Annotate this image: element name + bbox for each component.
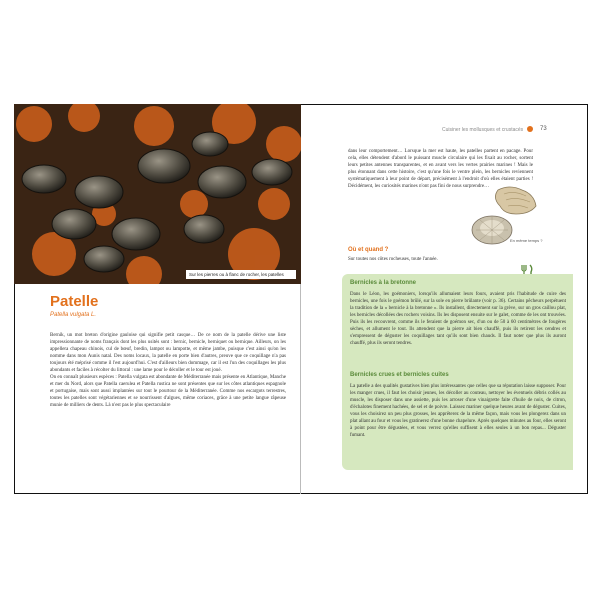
limpets-photo bbox=[14, 104, 301, 284]
recipe-text-2: La patelle a des qualités gustatives bien plus intéressantes que celles que sa réputation laisse supposer. Pour les manger crues, il faut les choisir jeunes, les décoller au couteau, nettoyer les éventuels débris collés au muscle, les disposer dans une assiette, puis les arroser d'une vinaigrette faite d'huile de noix, de citron, d'échalotes finement hachées, de sel et de poivre. Laissez mariner quelque heures avant de déguster. Cuites, vous les choisirez un peu plus grosses, les apprêterez de la même façon, mais vous les plongerez dans un plat allant au four et vous les gratinerez d'une bonne chapelure. Après quelques minutes au four, elles seront à point pour être dégustées, et vous verrez qu'elles suffisent à elles seules à un bon repas... Déguster fumant. bbox=[350, 384, 566, 438]
where-when-text: Sur toutes nos côtes rocheuses, toute l'année. bbox=[348, 257, 438, 262]
recipe-text-1: Dans le Léon, les goémoniers, lorsqu'ils allumaient leurs fours, avaient pris l'habitude de cuire des bernicles, une fois le goémon brûlé, sur la sole en pierre brûlante (voir p. 36). Certains pêcheurs perpétuent la tradition de la « bernicle à la bretonne ». Ils installent, directement sur la grève, sur un gros caillou plat, les bernicles décollées des rochers voisins. Ils les disposent ensuite sur le galet, comme de les ont trouvées. Puis ils les recouvrent, comme ils le feraient de goémon sec, d'un ou de 50 à 60 centimètres de fougères sèches, et allument le tout. Ils attendent que la pierre ait bien chauffé, puis ils retirent les cendres et s'empressent de déguster les coquillages tant qu'ils sont bien chauds. Il faut noter que plus ils auront chauffé, plus ils seront tendres. bbox=[350, 292, 566, 346]
shell-icon bbox=[527, 126, 533, 132]
illustration-label: En même temps ? bbox=[510, 238, 543, 243]
recipe-heading-1: Bernicles à la bretonne bbox=[350, 280, 417, 286]
paragraph: dans leur comportement… Lorsque la mer est haute, les patelles partent en pacage. Pour cela, elles détendent d'abord le puissant muscle circulaire qui les fixait au rocher, sortent leurs petites antennes transparentes, et en avant vers les vertes prairies marines ! Mais le plus étonnant dans cette histoire, c'est qu'une fois le ventre plein, les bernicles reviennent systématiquement à leur point de départ, précisément à l'endroit d'où elles étaient parties ! Décidément, les curiosités marines n'ont pas fini de nous surprendre… bbox=[348, 149, 533, 189]
paragraph: On en connaît plusieurs espèces : Patella vulgata est abondante de Méditerranée mais présente en Atlantique, Manche et mer du Nord, alors que Patella caerulea et Patella rustica ne sont présentes que sur les côtes atlantiques espagnole et portugaise, mais sont aussi implantées sur tout le pourtour de la Méditerranée. Comme nos escargots terrestres, toutes les patelles sont végétariennes et se nourrissent d'algues, même coriaces, grâce à une petite langue râpeuse munie de milliers de dents. Là n'est pas le plus spectaculaire bbox=[50, 375, 286, 408]
recipe-heading-2: Bernicles crues et bernicles cuites bbox=[350, 372, 449, 378]
where-when-heading: Où et quand ? bbox=[348, 247, 389, 253]
photo-caption: Sur les pierres ou à flanc de rocher, les patelles bbox=[186, 270, 296, 279]
page-number: 73 bbox=[540, 126, 547, 132]
running-head: Cuisiner les mollusques et crustacés bbox=[442, 127, 524, 133]
latin-name: Patella vulgata L. bbox=[50, 312, 97, 318]
page-title: Patelle bbox=[50, 293, 99, 310]
left-body-text bbox=[50, 332, 286, 490]
paragraph: Bernik, un mot breton d'origine gauloise qui signifie petit casque… De ce nom de la patelle dérive une liste impressionnante de noms français dont les plus usités sont : bernic, bernicle, berniquet ou bernique. Ailleurs, on les appellera chapeau chinois, cul de bœuf, bredin, lampot ou lampotte, et même jambe, puisque c'est ainsi qu'on les nomme dans mon Aunis natal. Des noms locaux, la patelle en porte bien d'autres, preuve que ce coquillage n'a pas toujours été méprisé comme il l'est aujourd'hui. C'est d'ailleurs bien dommage, car il est l'un des coquillages les plus abondants et faciles à récolter du littoral : une lame pour le décoller et le tour est joué. bbox=[50, 333, 286, 373]
